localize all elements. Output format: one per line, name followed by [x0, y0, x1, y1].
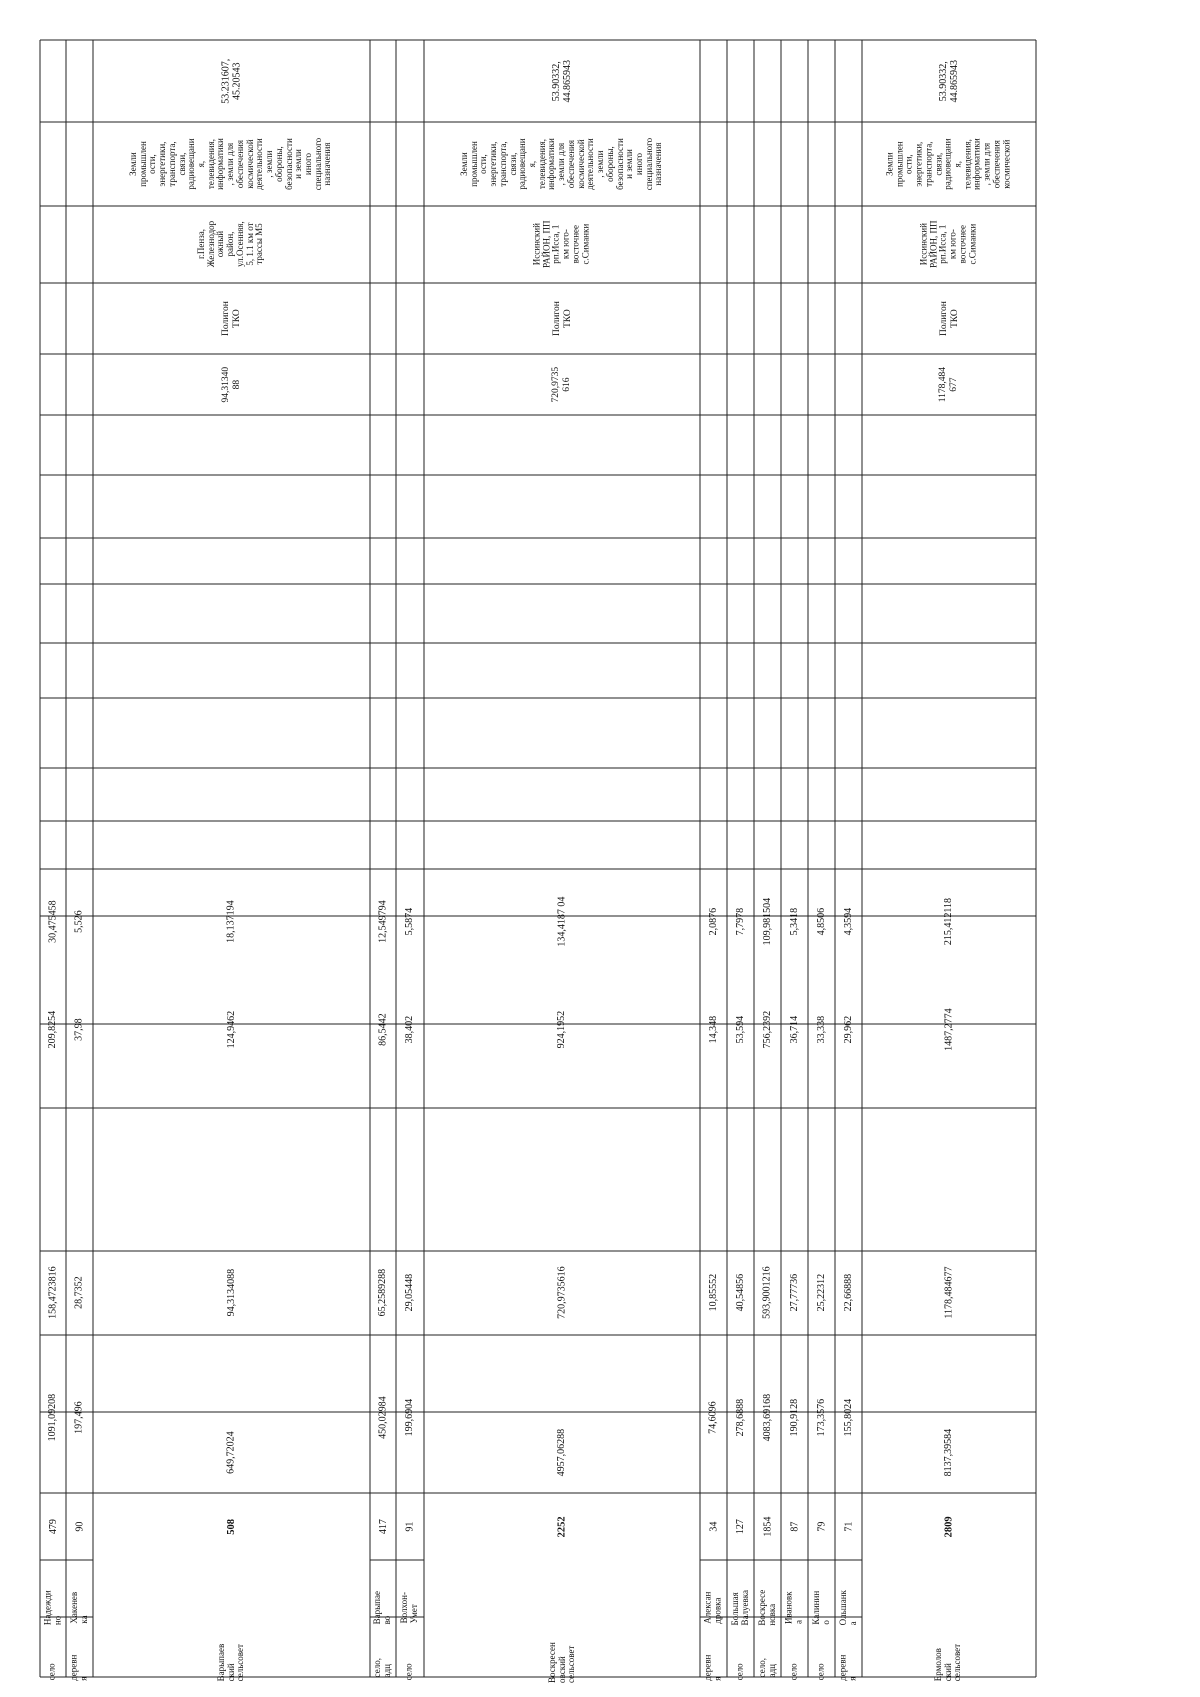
object-address: Иссинский РАЙОН, ПП рп.Исса, 1 км юго- восточнее с.Симанки — [918, 220, 978, 269]
area-total-cell — [781, 1398, 808, 1493]
area-polygon-2-cell — [781, 907, 808, 1024]
land-category: Земли промышлен ости, энергетики, транспорта, связи, радиовещани я, телевидения, информатики , земли для обеспечения космической — [884, 138, 1012, 190]
area-total: 155,8024 — [842, 1398, 854, 1437]
land-category: Земли промышлен ости, энергетики, транспорта, связи, радиовещани я, телевидения, информатики , земли для обеспечения космической деятельности , земли обороны, безопасности и земли иного специального назначения — [128, 137, 333, 191]
locality: Ольшанк а — [837, 1589, 858, 1625]
population-cell — [700, 1493, 727, 1560]
object-type: Полигон ТКО — [551, 301, 572, 336]
area-polygon-2: 215,412118 — [943, 898, 955, 946]
area-total-cell — [424, 1412, 700, 1493]
area-total-cell — [396, 1398, 424, 1493]
area-total-2: 33,338 — [815, 1015, 827, 1044]
area-polygon-2-cell — [66, 910, 93, 1024]
area-polygon-cell — [396, 1251, 424, 1335]
locality-cell — [700, 1560, 727, 1624]
land-category: Земли промышлен ости, энергетики, транспорта, связи, радиовещани я, телевидения, информатики , земли для обеспечения космической деятельности , земли обороны, безопасности и земли иного специального назначения — [458, 137, 664, 191]
area-polygon-2: 5,5874 — [404, 907, 416, 936]
locality-name-cell — [40, 1560, 66, 1625]
object-area: 720,9735 616 — [551, 366, 572, 403]
locality-type-cell — [835, 1617, 862, 1681]
object-area: 1178,484 677 — [938, 366, 959, 403]
area-polygon-2: 30,475458 — [47, 900, 59, 943]
population-cell — [370, 1493, 396, 1560]
area-polygon-cell — [40, 1251, 66, 1335]
population: 34 — [707, 1521, 719, 1532]
area-polygon-2-cell — [754, 897, 781, 1024]
area-total-2-cell — [370, 1013, 396, 1108]
area-total-cell — [727, 1398, 754, 1493]
locality-cell — [396, 1560, 424, 1623]
area-total-2-cell — [754, 1010, 781, 1108]
object-area-cell — [862, 354, 1036, 415]
area-polygon-2: 2,0876 — [707, 907, 719, 936]
area-polygon: 25,22312 — [815, 1274, 827, 1312]
area-polygon-2: 7,7978 — [734, 907, 746, 936]
area-total: 197,496 — [73, 1401, 85, 1434]
area-polygon-2: 18,137194 — [225, 900, 237, 943]
area-polygon-2: 4,8506 — [815, 907, 827, 936]
coords-cell — [862, 40, 1036, 122]
area-total-cell — [862, 1412, 1036, 1493]
area-total: 173,3576 — [815, 1398, 827, 1437]
area-polygon: 28,7352 — [73, 1276, 85, 1310]
area-polygon-cell — [727, 1251, 754, 1335]
area-polygon-2-cell — [396, 907, 424, 1024]
object-type-cell — [424, 283, 700, 354]
area-polygon-cell — [754, 1251, 781, 1335]
population-cell — [727, 1493, 754, 1560]
area-polygon-cell — [370, 1251, 396, 1335]
locality-type-cell — [808, 1617, 835, 1681]
area-polygon: 720,9735616 — [556, 1266, 568, 1320]
area-polygon-2-cell — [862, 898, 1036, 1024]
area-total-2-cell — [727, 1015, 754, 1108]
locality-name: Hадежди но — [42, 1589, 62, 1625]
coords-cell — [93, 40, 370, 122]
area-polygon-2-cell — [727, 907, 754, 1024]
object-address: г.Пенза, Железнодор ожный район, ул.Осенняя, 5, 1.1 км от трассы М5 — [196, 221, 265, 268]
area-total-2-cell — [40, 1010, 66, 1108]
population: 127 — [734, 1519, 746, 1534]
area-polygon: 593,9001216 — [761, 1266, 773, 1320]
area-polygon-2-cell — [808, 907, 835, 1024]
area-total-2: 86,5442 — [377, 1013, 389, 1046]
area-total: 74,6096 — [707, 1401, 719, 1434]
area-total-cell — [808, 1398, 835, 1493]
population-cell — [396, 1493, 424, 1560]
area-total-cell — [40, 1393, 66, 1493]
area-polygon-2-cell — [700, 907, 727, 1024]
population-cell — [754, 1493, 781, 1560]
locality-cell — [808, 1560, 835, 1625]
area-total-2-cell — [66, 1018, 93, 1108]
land-category-cell — [424, 122, 700, 206]
area-total: 190,9128 — [788, 1398, 800, 1437]
population: 91 — [404, 1521, 416, 1532]
area-polygon-2: 12,549794 — [377, 900, 389, 943]
locality-cell — [835, 1560, 862, 1625]
area-total-2-cell — [835, 1015, 862, 1108]
locality-type-cell — [727, 1617, 754, 1681]
object-type: Полигон ТКО — [938, 301, 959, 336]
locality-type: деревн я — [702, 1654, 723, 1681]
population: 2252 — [556, 1516, 568, 1537]
area-total-2: 209,8254 — [47, 1010, 59, 1049]
land-category-cell — [862, 122, 1036, 206]
area-polygon-2-cell — [424, 896, 700, 1024]
area-total-2: 53,594 — [734, 1015, 746, 1044]
area-polygon-cell — [93, 1251, 370, 1335]
area-polygon-2-cell — [370, 900, 396, 1024]
area-total: 649,72024 — [225, 1431, 237, 1474]
area-polygon-cell — [862, 1251, 1036, 1335]
locality-cell — [727, 1560, 754, 1625]
population: 1854 — [761, 1516, 773, 1537]
locality: Большая Валуевка — [729, 1589, 750, 1625]
area-polygon-cell — [700, 1251, 727, 1335]
population-cell — [808, 1493, 835, 1560]
object-type-cell — [862, 283, 1036, 354]
population: 90 — [73, 1521, 85, 1532]
locality: Хакенев ка — [68, 1591, 89, 1624]
area-polygon-2: 134,4187 04 — [556, 896, 568, 947]
area-polygon-cell — [424, 1251, 700, 1335]
area-total-2-cell — [862, 1008, 1036, 1108]
area-total-2: 36,714 — [788, 1015, 800, 1044]
coords: 53.231607, 45.20543 — [220, 58, 243, 104]
area-total-2: 924,1952 — [556, 1010, 568, 1049]
object-area-cell — [93, 354, 370, 415]
locality-type: деревн я — [837, 1654, 858, 1681]
locality-type-cell — [370, 1617, 396, 1677]
locality-type-cell — [700, 1617, 727, 1681]
locality-type-cell — [396, 1617, 424, 1681]
locality-type: село — [734, 1663, 745, 1681]
coords: 53.90332, 44.865943 — [550, 59, 573, 103]
locality-cell — [370, 1560, 396, 1624]
area-total-2: 14,348 — [707, 1015, 719, 1044]
area-polygon-2: 4,3594 — [842, 907, 854, 936]
area-total-2-cell — [424, 1010, 700, 1108]
coords-cell — [424, 40, 700, 122]
area-polygon: 94,3134088 — [225, 1269, 237, 1317]
area-total-2: 38,402 — [404, 1015, 416, 1044]
area-total-cell — [700, 1401, 727, 1493]
locality-type-cell — [66, 1617, 93, 1681]
object-type: Полигон ТКО — [220, 301, 242, 336]
area-total-2: 29,962 — [842, 1015, 854, 1044]
area-total-cell — [66, 1401, 93, 1493]
area-polygon-2: 5,526 — [73, 910, 85, 933]
locality-type: село — [815, 1663, 826, 1681]
object-address-cell — [862, 206, 1036, 283]
area-total-2: 37,98 — [73, 1018, 85, 1041]
area-total-2-cell — [93, 1010, 370, 1108]
object-area-cell — [424, 354, 700, 415]
object-address: Иссинский РАЙОН, ПП рп.Исса, 1 км юго- восточнее с.Симанки — [531, 220, 591, 269]
area-total-cell — [370, 1396, 396, 1493]
area-polygon: 40,54856 — [734, 1274, 746, 1312]
locality: Ивановк а — [783, 1590, 804, 1624]
area-total-2-cell — [781, 1015, 808, 1108]
population: 79 — [815, 1521, 827, 1532]
population: 479 — [47, 1519, 59, 1534]
population-cell — [835, 1493, 862, 1560]
area-polygon: 158,4723816 — [47, 1266, 59, 1320]
population-cell — [424, 1493, 700, 1560]
area-total-cell — [754, 1393, 781, 1493]
area-total: 450,02984 — [377, 1396, 389, 1439]
area-total: 8137,39584 — [943, 1428, 955, 1477]
population-cell — [781, 1493, 808, 1560]
area-total-cell — [93, 1412, 370, 1493]
area-polygon: 29,05448 — [404, 1274, 416, 1312]
area-total-2-cell — [396, 1015, 424, 1108]
locality-type: село — [404, 1663, 415, 1681]
population-cell — [66, 1493, 93, 1560]
population: 417 — [377, 1519, 389, 1534]
area-total-2: 1487,2774 — [943, 1008, 955, 1051]
locality-cell — [754, 1560, 781, 1626]
population: 2809 — [943, 1516, 955, 1537]
locality-cell — [66, 1560, 93, 1624]
council-name-cell — [862, 1560, 1036, 1682]
area-polygon-cell — [66, 1251, 93, 1335]
population-cell — [93, 1493, 370, 1560]
locality-type: село — [47, 1663, 58, 1681]
locality-type: село, адц — [756, 1657, 777, 1677]
locality-type-cell — [754, 1617, 781, 1677]
locality-type: село — [788, 1663, 799, 1681]
locality: Калинин о — [810, 1590, 831, 1625]
population-cell — [40, 1493, 66, 1560]
area-polygon-cell — [808, 1251, 835, 1335]
locality-type-cell — [781, 1617, 808, 1681]
population-cell — [862, 1493, 1036, 1560]
locality-type-cell — [40, 1617, 66, 1681]
area-total: 278,6888 — [734, 1398, 746, 1437]
area-total-2-cell — [700, 1015, 727, 1108]
area-total-cell — [835, 1398, 862, 1493]
area-total-2: 124,9462 — [225, 1010, 237, 1049]
area-polygon: 1178,484677 — [943, 1266, 955, 1320]
area-total-2: 756,2392 — [761, 1010, 773, 1049]
area-polygon-cell — [781, 1251, 808, 1335]
area-polygon: 22,66888 — [842, 1274, 854, 1312]
council-name: Ермолов ский сельсовет — [933, 1643, 963, 1682]
area-polygon: 65,2589288 — [377, 1269, 389, 1317]
land-category-cell — [93, 122, 370, 206]
area-polygon-2-cell — [835, 907, 862, 1024]
area-polygon-2: 5,3418 — [788, 907, 800, 936]
coords: 53.90332, 44.865943 — [937, 59, 960, 103]
locality: Волхон- Умет — [399, 1591, 420, 1623]
area-polygon: 10,85552 — [707, 1274, 719, 1312]
area-total-2-cell — [808, 1015, 835, 1108]
population: 71 — [842, 1521, 854, 1532]
council-name: Воскресен овский сельсовет — [546, 1642, 576, 1683]
council-name-cell — [424, 1560, 700, 1683]
area-total: 4957,06288 — [556, 1428, 568, 1477]
area-polygon-2: 109,981504 — [761, 897, 773, 946]
locality: Воскресе новка — [756, 1589, 777, 1626]
object-type-cell — [93, 283, 370, 354]
locality: Алексан дровка — [702, 1591, 723, 1624]
council-name-cell — [93, 1560, 370, 1682]
area-total: 4083,69168 — [761, 1393, 773, 1442]
council-name: Варыпаев ский сельсовет — [215, 1643, 246, 1682]
area-polygon-2-cell — [40, 900, 66, 1024]
locality-type: село, адц — [372, 1657, 392, 1677]
area-polygon: 27,77736 — [788, 1274, 800, 1312]
area-polygon-2-cell — [93, 900, 370, 1024]
locality-type: деревн я — [68, 1654, 89, 1681]
object-address-cell — [93, 206, 370, 283]
population: 508 — [225, 1518, 237, 1535]
locality: Варыпае во — [372, 1590, 393, 1624]
area-total: 199,6904 — [404, 1398, 416, 1437]
area-total: 1091,09208 — [47, 1393, 59, 1442]
object-area: 94,31340 88 — [220, 366, 242, 403]
locality-cell — [781, 1560, 808, 1624]
population: 87 — [788, 1521, 800, 1532]
object-address-cell — [424, 206, 700, 283]
area-polygon-cell — [835, 1251, 862, 1335]
